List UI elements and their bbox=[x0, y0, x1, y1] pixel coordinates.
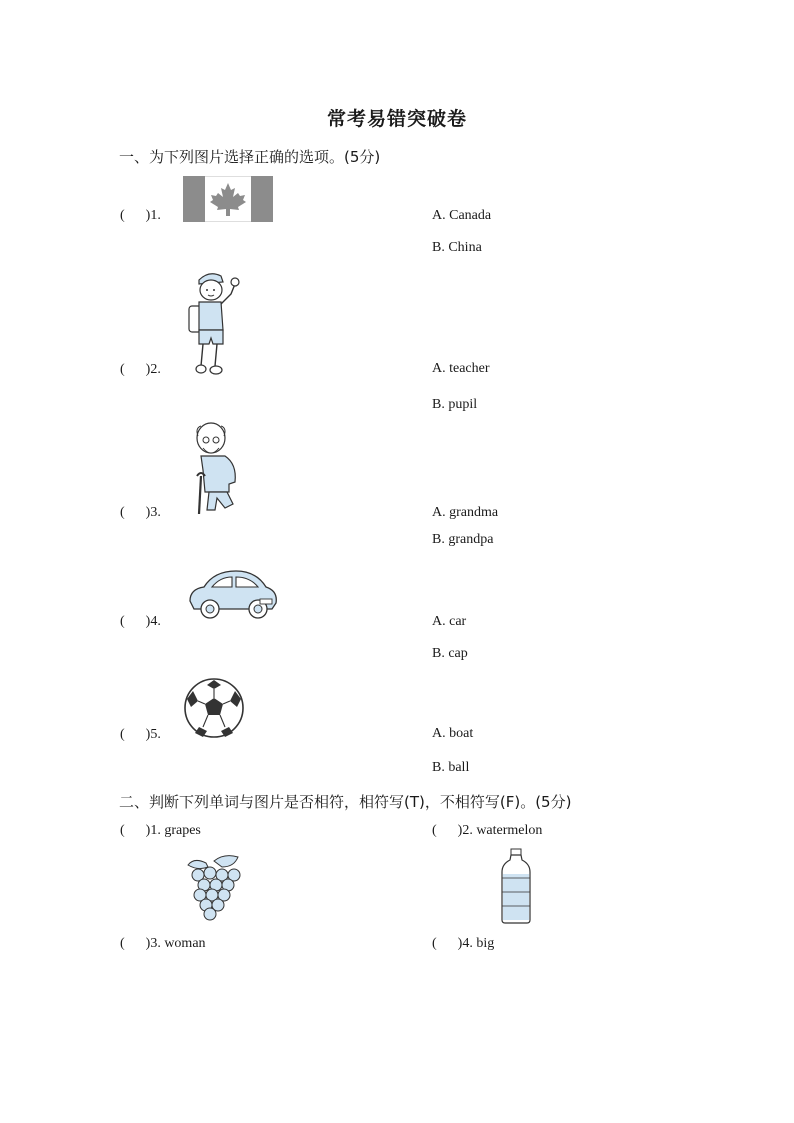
question-4-option-b: B. cap bbox=[432, 646, 468, 661]
question-2-option-b: B. pupil bbox=[432, 397, 478, 412]
car-icon bbox=[186, 565, 280, 619]
question-3-label: ( )3. bbox=[120, 505, 161, 520]
question-2-option-a: A. teacher bbox=[432, 361, 490, 376]
question-4-label: ( )4. bbox=[120, 614, 161, 629]
question-3-option-b: B. grandpa bbox=[432, 532, 494, 547]
question-1-option-b: B. China bbox=[432, 240, 482, 255]
canada-flag-icon bbox=[183, 176, 273, 222]
question-5-option-b: B. ball bbox=[432, 760, 470, 775]
section-1-heading: 一、为下列图片选择正确的选项。(5分) bbox=[119, 148, 381, 166]
question-4-option-a: A. car bbox=[432, 614, 467, 629]
question-1-option-a: A. Canada bbox=[432, 208, 492, 223]
question-3-option-a: A. grandma bbox=[432, 505, 499, 520]
grapes-icon bbox=[184, 853, 246, 921]
question-5-option-a: A. boat bbox=[432, 726, 474, 741]
question-5-label: ( )5. bbox=[120, 727, 161, 742]
soccer-ball-icon bbox=[183, 677, 245, 739]
judge-item-2-label: ( )2. watermelon bbox=[432, 823, 543, 838]
judge-item-3-label: ( )3. woman bbox=[120, 936, 206, 951]
pupil-boy-icon bbox=[183, 268, 247, 378]
question-1-label: ( )1. bbox=[120, 208, 161, 223]
water-bottle-icon bbox=[500, 848, 532, 924]
judge-item-4-label: ( )4. big bbox=[432, 936, 495, 951]
judge-item-1-label: ( )1. grapes bbox=[120, 823, 201, 838]
page-title: 常考易错突破卷 bbox=[326, 108, 467, 130]
grandpa-icon bbox=[185, 418, 249, 518]
section-2-heading: 二、判断下列单词与图片是否相符，相符写(T)，不相符写(F)。(5分) bbox=[119, 793, 572, 811]
question-2-label: ( )2. bbox=[120, 362, 161, 377]
